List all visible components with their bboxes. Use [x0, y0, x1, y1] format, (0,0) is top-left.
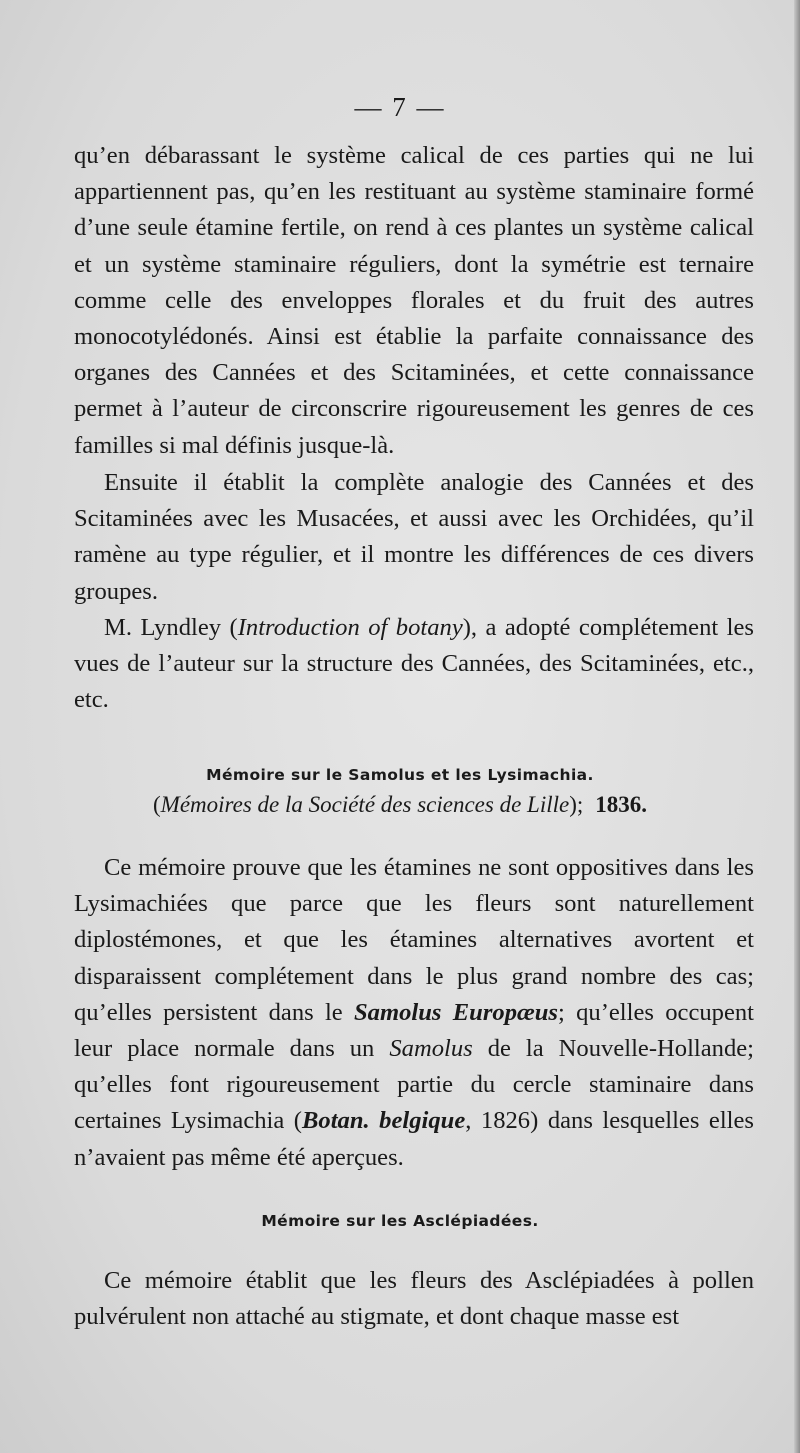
species-samolus: Samolus — [389, 1035, 473, 1063]
paragraph-lysimachiees — [74, 850, 754, 1176]
lysimachiees-part1: Ce mémoire prouve que les étamines ne sont oppositives dans les Lysimachiées que parce que les fleurs sont naturellement diplostémones, et que les étamines alternatives avortent et disparaissent complétement dans le plus grand nombre des cas; qu’elles persistent dans le — [74, 854, 754, 1026]
species-samolus-europaeus: Samolus Europæus — [354, 998, 559, 1026]
paragraph-lyndley — [74, 610, 754, 719]
citation-journal-title: Mémoires de la Société des sciences de Lille — [160, 792, 570, 817]
citation-close-paren: ); — [569, 792, 584, 817]
section-heading-asclepiadees: Mémoire sur les Asclépiadées. — [261, 1212, 539, 1230]
lysimachiees-part4: , 1826) dans lesquelles elles n’avaient pas même été aperçues. — [74, 1107, 754, 1171]
paragraph-cannees-continued: qu’en débarassant le système calical de ces parties qui ne lui appartiennent pas, qu’en les restituant au système staminaire formé d’une seule étamine fertile, on rend à ces plantes un système calical et un système staminaire réguliers, dont la symétrie est ternaire comme celle des enveloppes florales et du fruit des autres monocotylédonés. Ainsi est établie la parfaite connaissance des organes des Cannées et des Scitaminées, et cette connaissance permet à l’auteur de circonscrire rigoureusement les genres de ces familles si mal définis jusque-là. — [74, 142, 754, 459]
page-number: — 7 — — [354, 92, 446, 122]
citation-open-paren: ( — [152, 792, 161, 817]
paragraph-asclepiadees: Ce mémoire établit que les fleurs des Asclépiadées à pollen pulvérulent non attaché au stigmate, et dont chaque masse est — [74, 1267, 754, 1331]
paragraph-analogie: Ensuite il établit la complète analogie des Cannées et des Scitaminées avec les Musacées, et aussi avec les Orchidées, qu’il ramène au type régulier, et il montre les différences de ces divers groupes. — [74, 469, 754, 605]
citation-year: 1836. — [595, 792, 648, 817]
lysimachiees-part2: ; qu’elles occupent leur place normale dans un — [74, 998, 754, 1063]
lyndley-book-title: Introduction of botany — [237, 614, 463, 641]
section-heading-samolus: Mémoire sur le Samolus et les Lysimachia. — [206, 766, 594, 784]
lyndley-text-after: ), a adopté complétement les vues de l’auteur sur la structure des Cannées, des Scitaminées, etc., etc. — [74, 614, 754, 714]
lyndley-text-before: M. Lyndley ( — [104, 614, 238, 641]
ref-botan-belgique: Botan. belgique — [302, 1107, 466, 1135]
lysimachiees-part3: de la Nouvelle-Hollande; qu’elles font rigoureusement partie du cercle staminaire dans certaines Lysimachia ( — [74, 1035, 754, 1135]
citation-samolus — [0, 792, 800, 818]
